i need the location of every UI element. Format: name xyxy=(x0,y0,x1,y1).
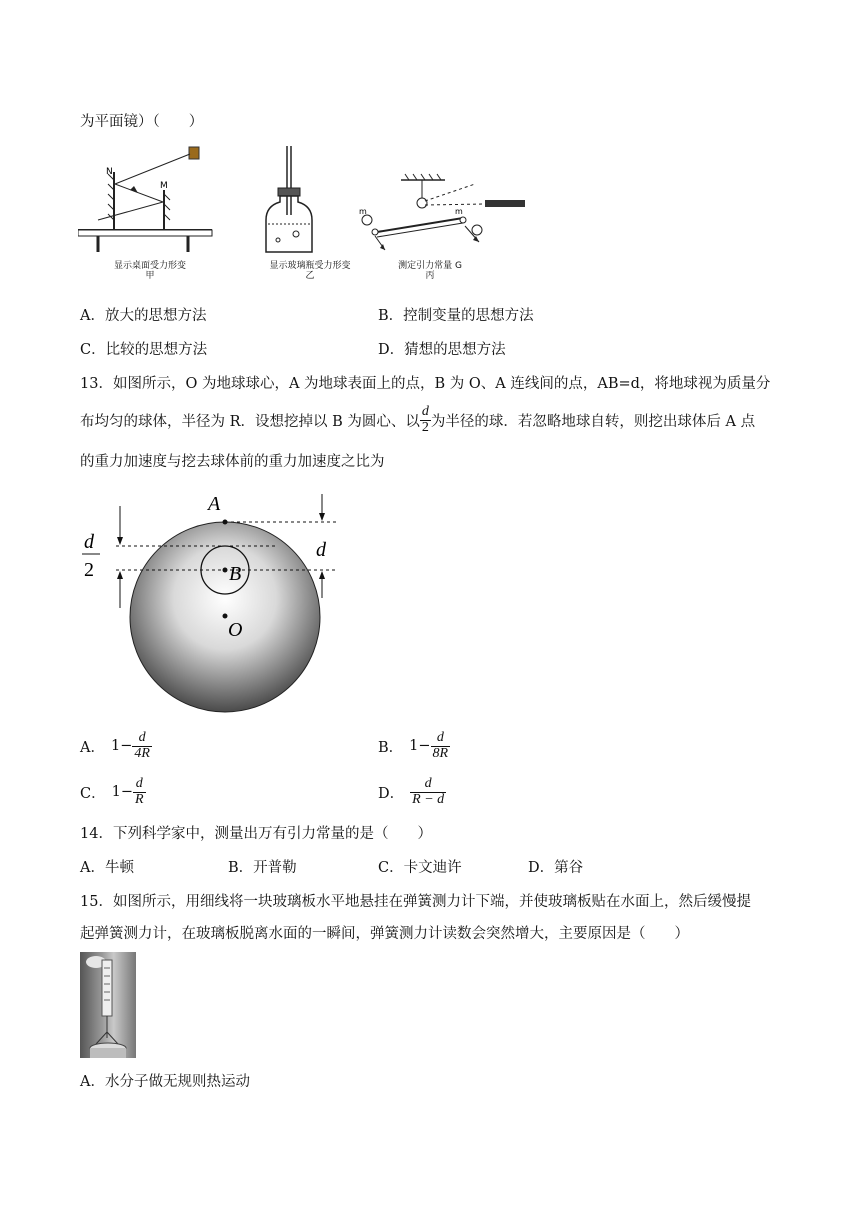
half-d-numerator: d xyxy=(84,531,94,553)
q13-stem-line2 xyxy=(80,400,755,440)
q13-stem-line1: 13．如图所示，O 为地球球心，A 为地球表面上的点，B 为 O、A 连线间的点，AB=d，将地球视为质量分 xyxy=(80,376,771,392)
spring-scale-photo xyxy=(80,952,136,1058)
q13-stem-fraction: $\frac{d}{2}$ xyxy=(421,403,429,435)
q12-option-d[interactable]: D．猜想的思想方法 xyxy=(378,342,506,358)
q14-stem: 14．下列科学家中，测量出万有引力常量的是（ ） xyxy=(80,826,432,842)
q13-stem-line2-b: 为半径的球．若忽略地球自转，则挖出球体后 A 点 xyxy=(430,413,756,430)
point-a-label: A xyxy=(208,493,221,515)
q13-option-b[interactable]: B． 1− $\frac{d}{8R}$ xyxy=(378,729,449,761)
label-m: M xyxy=(160,181,168,191)
fig-yi-caption: 显示玻璃瓶受力形变 乙 xyxy=(269,261,351,281)
q12-figure-jia xyxy=(78,140,214,286)
q12-stem-tail: 为平面镜）（ ） xyxy=(80,114,204,130)
q15-stem-line1: 15．如图所示，用细线将一块玻璃板水平地悬挂在弹簧测力计下端，并使玻璃板贴在水面上，然后缓慢提 xyxy=(80,894,751,910)
half-d-denominator: 2 xyxy=(84,559,94,581)
label-n: N xyxy=(106,167,113,177)
distance-d-label: d xyxy=(316,539,326,561)
label-m2: m xyxy=(455,207,463,216)
q13-option-c[interactable]: C． 1− $\frac{d}{R}$ xyxy=(80,775,144,807)
q13-earth-figure xyxy=(78,488,348,714)
q12-option-a[interactable]: A．放大的思想方法 xyxy=(80,308,207,324)
fig-jia-caption: 显示桌面受力形变 甲 xyxy=(113,261,186,281)
label-m1: m xyxy=(359,207,367,216)
q14-option-c[interactable]: C．卡文迪许 xyxy=(378,860,462,876)
q12-option-b[interactable]: B．控制变量的思想方法 xyxy=(378,308,534,324)
q12-figure-bing xyxy=(355,170,535,286)
q15-stem-line2: 起弹簧测力计，在玻璃板脱离水面的一瞬间，弹簧测力计读数会突然增大，主要原因是（ ） xyxy=(80,926,689,942)
q13-stem-line3: 的重力加速度与挖去球体前的重力加速度之比为 xyxy=(80,454,385,470)
q12-figure-yi xyxy=(260,140,370,286)
q12-option-c[interactable]: C．比较的思想方法 xyxy=(80,342,208,358)
q15-photo xyxy=(80,952,136,1058)
point-b-label: B xyxy=(229,563,242,585)
q13-option-d[interactable]: D． $\frac{d}{R - d}$ xyxy=(378,775,445,807)
earth-cavity-diagram xyxy=(78,488,348,714)
q13-option-a[interactable]: A． 1− $\frac{d}{4R}$ xyxy=(80,729,150,761)
q14-option-d[interactable]: D．第谷 xyxy=(528,860,584,876)
fig-bing-caption: 测定引力常量 G 丙 xyxy=(398,261,462,281)
point-o-label: O xyxy=(228,619,243,641)
q15-option-a[interactable]: A．水分子做无规则热运动 xyxy=(80,1074,250,1090)
q14-option-a[interactable]: A．牛顿 xyxy=(80,860,134,876)
q14-option-b[interactable]: B．开普勒 xyxy=(228,860,297,876)
q13-stem-line2-a: 布均匀的球体，半径为 R．设想挖掉以 B 为圆心、以 xyxy=(80,413,420,430)
